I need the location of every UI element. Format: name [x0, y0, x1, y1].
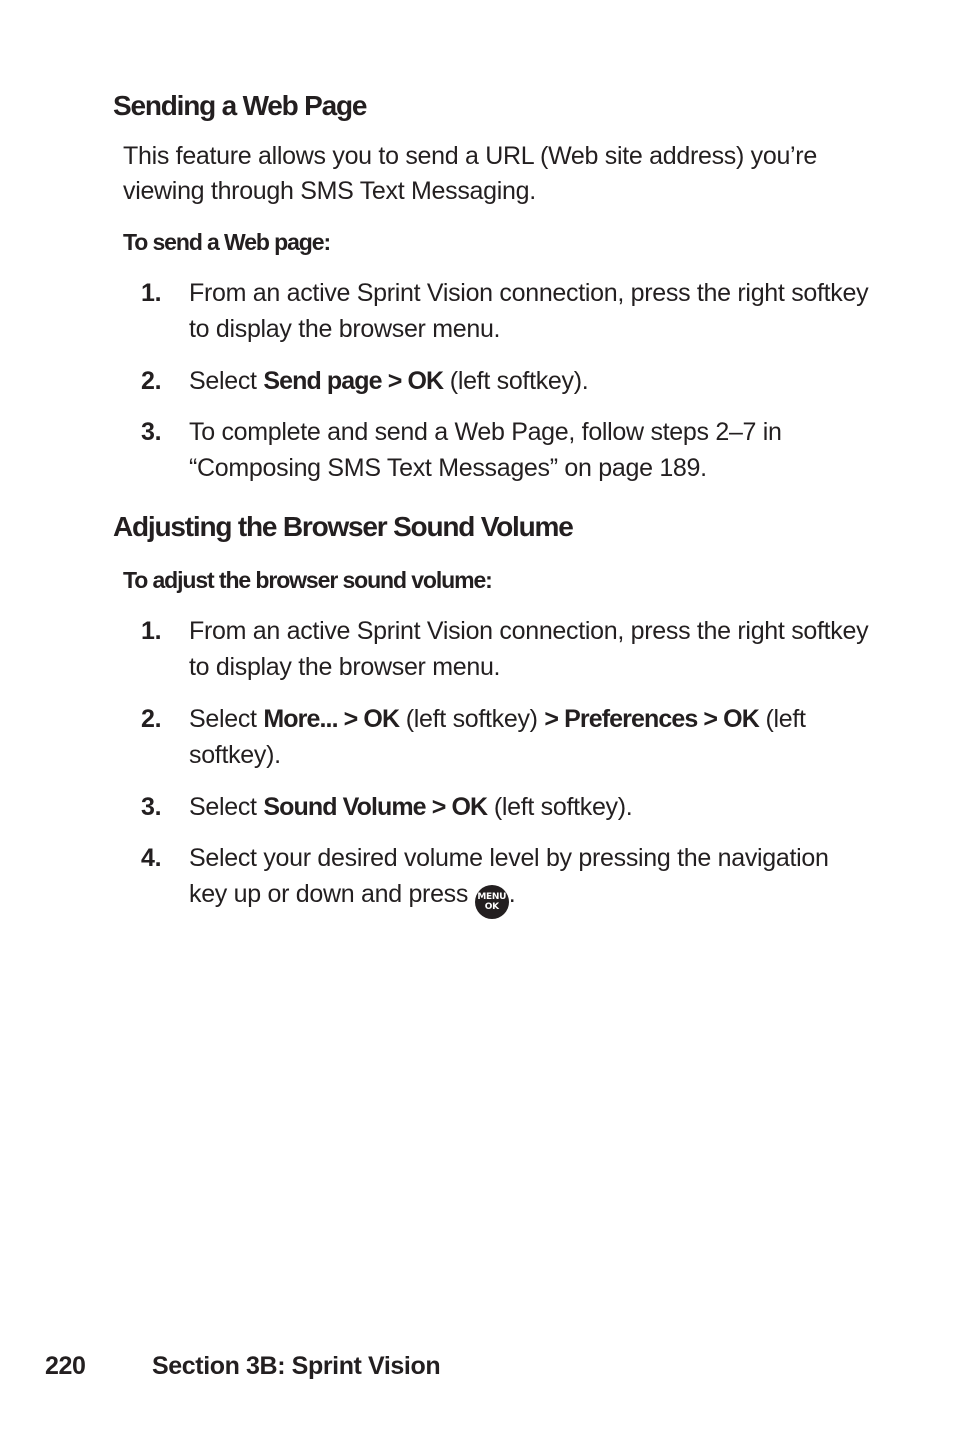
footer-section-title: Section 3B: Sprint Vision [152, 1352, 441, 1380]
menu-path-sound-volume: Sound Volume > OK [263, 793, 488, 821]
step-text-pre: Select [189, 793, 264, 821]
step-text [189, 363, 871, 399]
subheading-to-adjust-volume: To adjust the browser sound volume: [123, 567, 492, 593]
step-text [189, 701, 871, 773]
menu-path-more: More... > OK [263, 705, 400, 733]
step-text-pre: Select [189, 367, 264, 395]
step-text: To complete and send a Web Page, follow steps 2–7 in “Composing SMS Text Messages” on page 189. [189, 418, 782, 482]
step-text-post: (left softkey). [443, 367, 589, 395]
menu-ok-key-icon [475, 885, 509, 919]
volume-step-3 [141, 789, 871, 825]
step-number: 1. [141, 279, 162, 307]
step-number: 1. [141, 617, 162, 645]
menu-key-label-bottom: OK [484, 902, 499, 912]
send-step-1 [141, 275, 871, 347]
step-text: From an active Sprint Vision connection, press the right softkey to display the browser menu. [189, 279, 869, 343]
step-text [189, 789, 871, 825]
step-number: 2. [141, 705, 162, 733]
step-text-pre: Select [189, 705, 264, 733]
subheading-to-send-web-page: To send a Web page: [123, 229, 331, 255]
step-number: 3. [141, 418, 162, 446]
send-step-3 [141, 414, 871, 486]
volume-step-4 [141, 840, 871, 919]
step-number: 4. [141, 844, 162, 872]
step-text-body: Select your desired volume level by pressing the navigation key up or down and press [189, 844, 829, 908]
footer-page-number: 220 [45, 1352, 86, 1380]
menu-path-send-page: Send page > OK [263, 367, 444, 395]
step-text-post: (left softkey). [487, 793, 633, 821]
step-text-post: (left softkey). [189, 705, 806, 769]
intro-paragraph: This feature allows you to send a URL (Web site address) you’re viewing through SMS Text Messaging. [123, 142, 817, 205]
volume-step-1 [141, 613, 871, 685]
step-text [189, 840, 871, 919]
step-text-end: . [508, 880, 516, 908]
section-heading-sending-web-page: Sending a Web Page [113, 90, 367, 121]
section-heading-browser-sound-volume: Adjusting the Browser Sound Volume [113, 511, 573, 542]
step-number: 2. [141, 367, 162, 395]
volume-step-2 [141, 701, 871, 773]
step-text: From an active Sprint Vision connection, press the right softkey to display the browser menu. [189, 617, 869, 681]
step-number: 3. [141, 793, 162, 821]
menu-key-label-top: MENU [477, 892, 507, 902]
send-step-2 [141, 363, 871, 399]
menu-path-preferences: > Preferences > OK [544, 705, 759, 733]
step-text-mid: (left softkey) [399, 705, 545, 733]
